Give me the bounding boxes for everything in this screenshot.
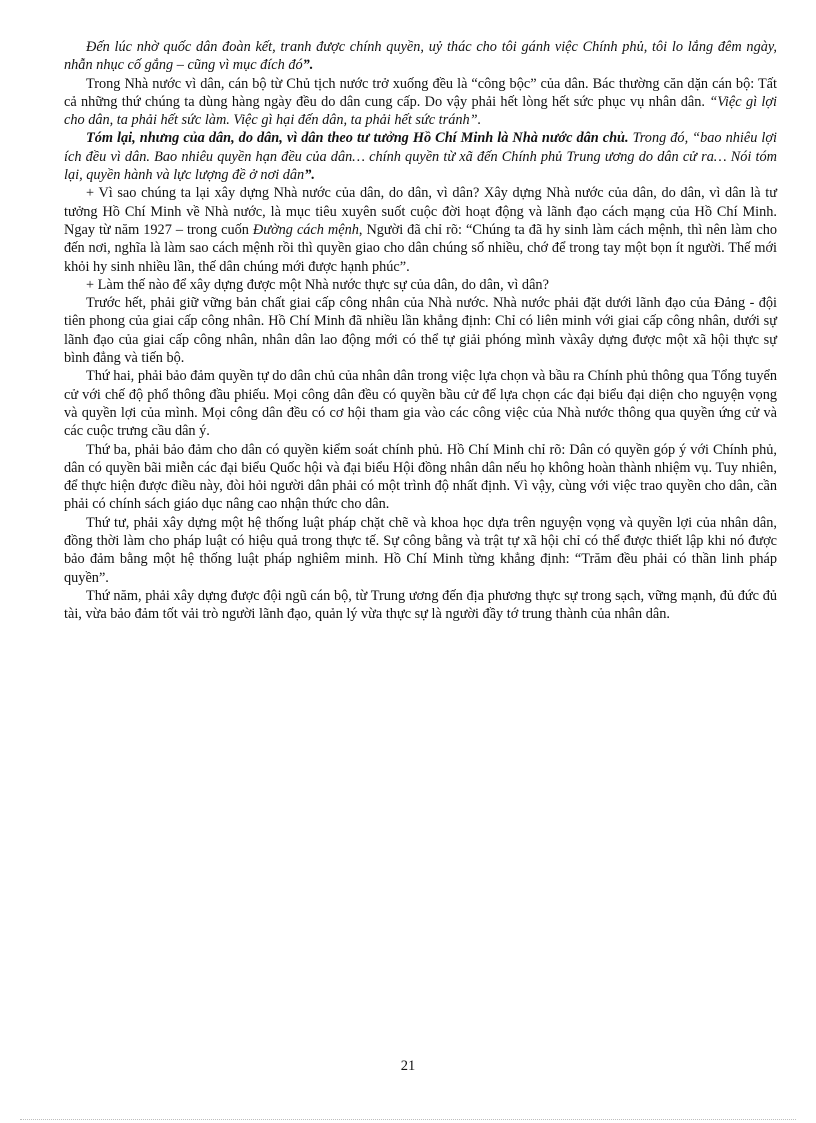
paragraph-10: Thứ năm, phải xây dựng được đội ngũ cán bộ, từ Trung ương đến địa phương thực sự trong sạch, vững mạnh, đủ đức đủ tài, vừa bảo đảm tốt vải trò người lãnh đạo, quản lý vừa thực sự là người đầy tớ trung thành của nhân dân.	[64, 587, 777, 623]
paragraph-3-close: ”.	[304, 167, 315, 184]
book-title: Đường cách mệnh	[252, 221, 359, 238]
paragraph-2-text: Trong Nhà nước vì dân, cán bộ từ Chủ tịch nước trở xuống đều là “công bộc” của dân. Bác thường căn dặn cán bộ: Tất cả những thứ chúng ta dùng hàng ngày đều do dân cung cấp. Do vậy phải hết lòng hết sức phục vụ nhân dân.	[64, 75, 777, 110]
paragraph-2-quote: “Việc gì lợi cho dân, ta phải hết sức làm. Việc gì hại đến dân, ta phải hết sức tránh”.	[64, 93, 777, 129]
paragraph-4	[64, 184, 777, 275]
paragraph-8: Thứ ba, phải bảo đảm cho dân có quyền kiểm soát chính phủ. Hồ Chí Minh chỉ rõ: Dân có quyền góp ý với Chính phủ, dân có quyền bãi miễn các đại biểu Quốc hội và đại biểu Hội đồng nhân dân nếu họ không hoàn thành nhiệm vụ. Tuy nhiên, để thực hiện được điều này, đòi hỏi người dân phải có một trình độ nhất định. Vì vậy, cùng với việc trao quyền cho dân, cần phải có chính sách giáo dục nâng cao nhận thức cho dân.	[64, 441, 777, 513]
paragraph-6: Trước hết, phải giữ vững bản chất giai cấp công nhân của Nhà nước. Nhà nước phải đặt dưới lãnh đạo của Đảng - đội tiên phong của giai cấp công nhân. Hồ Chí Minh đã nhiều lần khẳng định: Chỉ có liên minh với giai cấp công nhân, dưới sự lãnh đạo của giai cấp công nhân, nhân dân lao động mới có thể tự giải phóng mình vàxây dựng được một xã hội thực sự bình đẳng và tiến bộ.	[64, 295, 777, 367]
paragraph-3-quote: Trong đó, “bao nhiêu lợi ích đều vì dân. Bao nhiêu quyền hạn đều của dân… chính quyền từ xã đến Chính phủ Trung ương do dân cử ra… Nói tóm lại, quyền hành và lực lượng đề ở nơi dân	[64, 130, 777, 184]
page-bottom-border	[20, 1119, 796, 1120]
paragraph-2	[64, 75, 777, 130]
paragraph-3-summary: Tóm lại, nhưng của dân, do dân, vì dân theo tư tưởng Hồ Chí Minh là Nhà nước dân chủ.	[86, 130, 629, 147]
page-number: 21	[400, 1058, 416, 1074]
paragraph-3	[64, 129, 777, 184]
quote-text: Đến lúc nhờ quốc dân đoàn kết, tranh được chính quyền, uỷ thác cho tôi gánh việc Chính phủ, tôi lo lắng đêm ngày, nhẫn nhục cố gắng – cũng vì mục đích đó	[64, 39, 777, 74]
paragraph-7: Thứ hai, phải bảo đảm quyền tự do dân chủ của nhân dân trong việc lựa chọn và bầu ra Chính phủ thông qua Tổng tuyển cử với chế độ phổ thông đầu phiếu. Mọi công dân đều có quyền bầu cử để lựa chọn các đại biểu đại diện cho nguyện vọng và quyền lợi của mình. Mọi công dân đều có cơ hội tham gia vào các công việc của Nhà nước thông qua quyền ứng cử và các cuộc trưng cầu dân ý.	[64, 368, 777, 440]
document-body	[64, 38, 777, 624]
paragraph-4-text: + Vì sao chúng ta lại xây dựng Nhà nước của dân, do dân, vì dân? Xây dựng Nhà nước của dân, do dân, vì dân là tư tưởng Hồ Chí Minh về Nhà nước, là mục tiêu xuyên suốt cuộc đời hoạt động và lãnh đạo cách mạng của Hồ Chí Minh. Ngay từ năm 1927 – trong cuốn	[64, 185, 777, 238]
paragraph-5: + Làm thế nào để xây dựng được một Nhà nước thực sự của dân, do dân, vì dân?	[86, 276, 549, 293]
paragraph-1	[64, 38, 777, 75]
paragraph-4-rest: , Người đã chỉ rõ: “Chúng ta đã hy sinh làm cách mệnh, thì nên làm cho đến nơi, nghĩa là làm sao cách mệnh rồi thì quyền giao cho dân chúng số nhiều, chớ để trong tay một bọn ít người. Thế mới khỏi hy sinh nhiều lần, thế dân chúng mới được hạnh phúc”.	[64, 221, 777, 275]
paragraph-9: Thứ tư, phải xây dựng một hệ thống luật pháp chặt chẽ và khoa học dựa trên nguyện vọng và quyền lợi của nhân dân, đồng thời làm cho pháp luật có hiệu quả trong thực tế. Sự công bằng và trật tự xã hội chỉ có thể được thiết lập khi nó được bảo đảm bằng một hệ thống luật pháp nghiêm minh. Hồ Chí Minh từng khẳng định: “Trăm đều phải có thần linh pháp quyền”.	[64, 514, 777, 586]
quote-close: ”.	[302, 57, 314, 74]
